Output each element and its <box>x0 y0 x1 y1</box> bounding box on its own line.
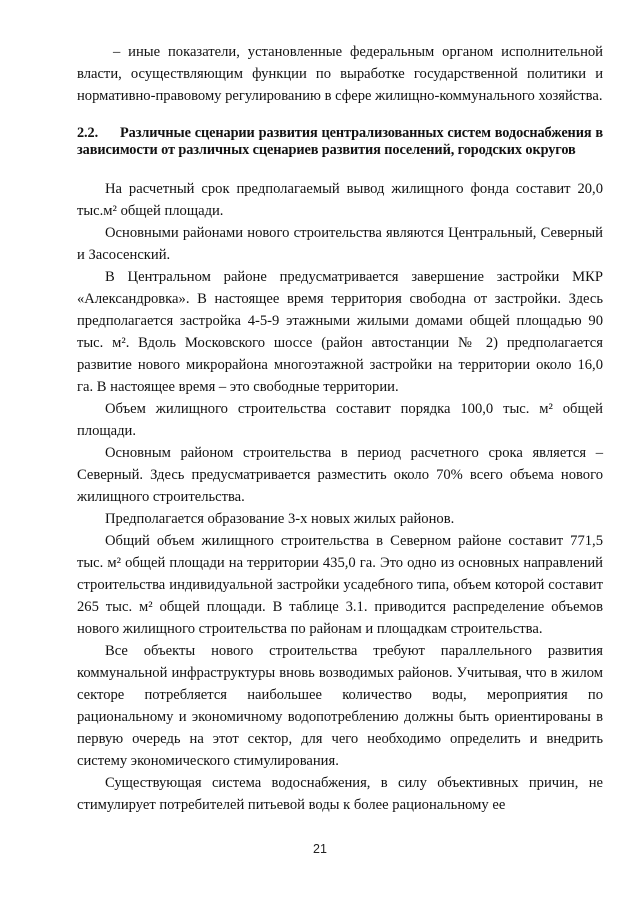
section-title: Различные сценарии развития централизованных систем водоснабжения в зависимости от различных сценариев развития поселений, городских округов <box>77 125 603 158</box>
paragraph-construction-volume: Объем жилищного строительства составит порядка 100,0 тыс. м² общей площади. <box>77 401 603 439</box>
document-page <box>77 41 603 816</box>
paragraph-central-district: В Центральном районе предусматривается завершение застройки МКР «Александровка». В настоящее время территория свободна от застройки. Здесь предполагается застройка 4-5-9 этажными жилыми домами общей площадью 90 тыс. м². Вдоль Московского шоссе (район автостанции № 2) предполагается развитие нового микрорайона многоэтажной застройки на территории около 16,0 га. В настоящее время – это свободные территории. <box>77 269 603 395</box>
paragraph-water-system: Существующая система водоснабжения, в силу объективных причин, не стимулирует потребителей питьевой воды к более рациональному ее <box>77 775 603 813</box>
paragraph-new-districts: Предполагается образование 3-х новых жилых районов. <box>105 511 455 527</box>
paragraph-northern-district: Основным районом строительства в период расчетного срока является – Северный. Здесь предусматривается разместить около 70% всего объема нового жилищного строительства. <box>77 445 603 505</box>
section-number: 2.2. <box>77 125 99 141</box>
bullet-paragraph-other-indicators: – иные показатели, установленные федеральным органом исполнительной власти, осуществляющим функции по выработке государственной политики и нормативно-правовому регулированию в сфере жилищно-коммунального хозяйства. <box>77 44 603 104</box>
paragraph-infrastructure: Все объекты нового строительства требуют параллельного развития коммунальной инфраструктуры вновь возводимых районов. Учитывая, что в жилом секторе потребляется наибольшее количество воды, мероприятия по рациональному и экономичному водопотреблению должны быть ориентированы в первую очередь на этот сектор, для чего необходимо определить и внедрить систему экономического стимулирования. <box>77 643 603 769</box>
page-number: 21 <box>313 842 327 856</box>
paragraph-main-districts: Основными районами нового строительства являются Центральный, Северный и Засосенский. <box>77 225 603 263</box>
section-heading <box>77 125 603 159</box>
paragraph-northern-volume: Общий объем жилищного строительства в Северном районе составит 771,5 тыс. м² общей площади на территории 435,0 га. Это одно из основных направлений строительства индивидуальной застройки усадебного типа, объем которой составит 265 тыс. м² общей площади. В таблице 3.1. приводится распределение объемов нового жилищного строительства по районам и площадкам строительства. <box>77 533 603 637</box>
paragraph-housing-retirement: На расчетный срок предполагаемый вывод жилищного фонда составит 20,0 тыс.м² общей площади. <box>77 181 603 219</box>
